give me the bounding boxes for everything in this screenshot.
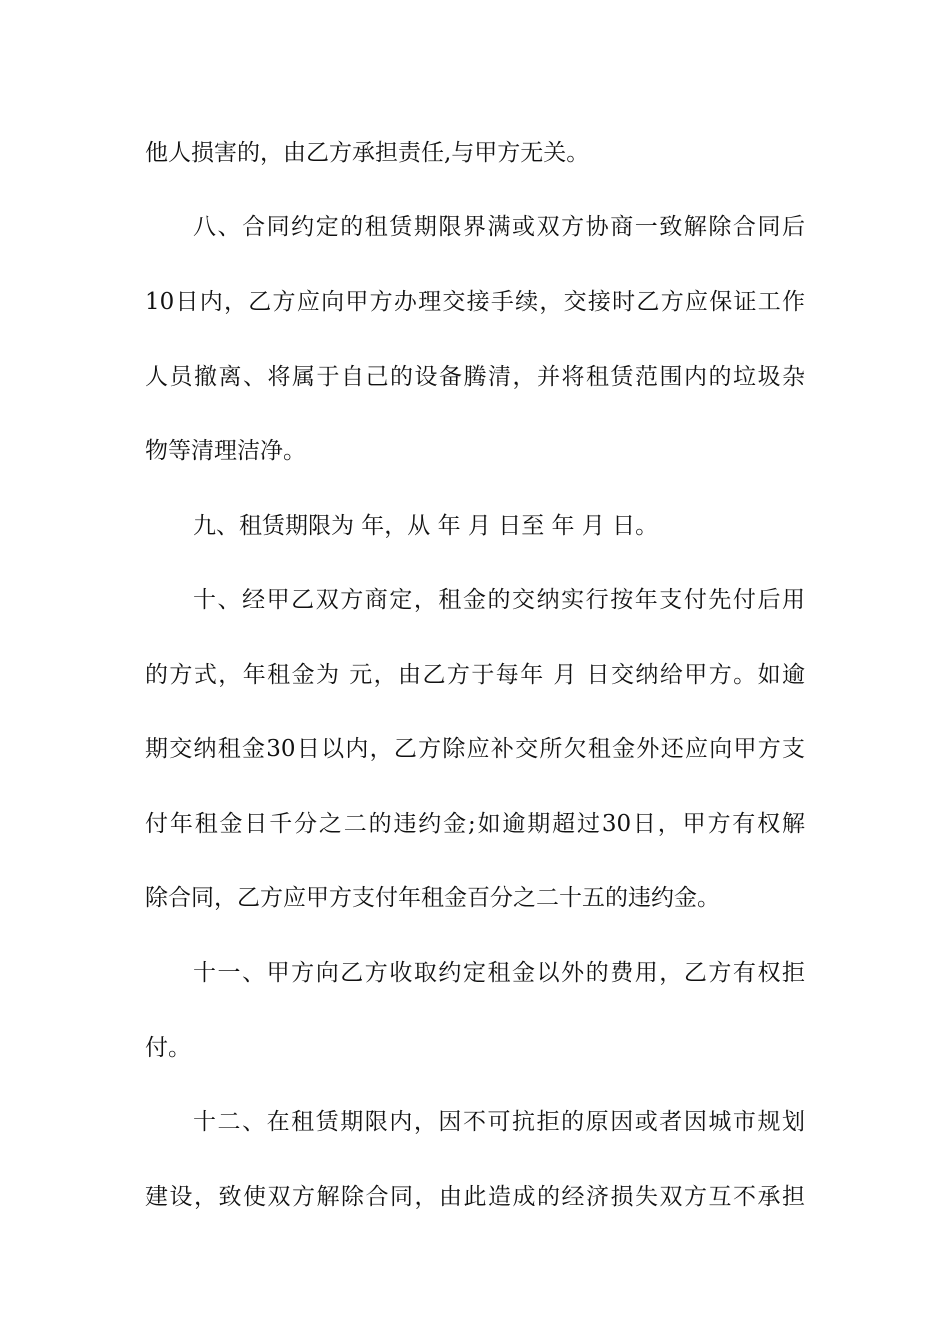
text-line-content: 的方式，年租金为 元，由乙方于每年 月 日交纳给甲方。如逾 bbox=[145, 662, 805, 688]
text-line bbox=[0, 580, 950, 620]
text-line-content: 物等清理洁净。 bbox=[145, 438, 306, 464]
text-line bbox=[0, 207, 950, 247]
text-line bbox=[0, 878, 950, 918]
text-line-content: 付年租金日千分之二的违约金;如逾期超过30日，甲方有权解 bbox=[145, 811, 805, 837]
text-line-content: 十一、甲方向乙方收取约定租金以外的费用，乙方有权拒 bbox=[193, 960, 805, 986]
text-line bbox=[0, 804, 950, 844]
text-line-content: 建设，致使双方解除合同，由此造成的经济损失双方互不承担 bbox=[145, 1184, 805, 1210]
text-line bbox=[0, 953, 950, 993]
text-line-content: 十二、在租赁期限内，因不可抗拒的原因或者因城市规划 bbox=[193, 1109, 805, 1135]
text-line-content: 十、经甲乙双方商定，租金的交纳实行按年支付先付后用 bbox=[193, 587, 805, 613]
text-line bbox=[0, 282, 950, 322]
text-line bbox=[0, 133, 950, 173]
text-line bbox=[0, 506, 950, 546]
text-line-content: 10日内，乙方应向甲方办理交接手续，交接时乙方应保证工作 bbox=[145, 289, 805, 315]
text-line-content: 期交纳租金30日以内，乙方除应补交所欠租金外还应向甲方支 bbox=[145, 736, 805, 762]
text-line-content: 付。 bbox=[145, 1035, 191, 1061]
text-line-content: 八、合同约定的租赁期限界满或双方协商一致解除合同后 bbox=[193, 214, 805, 240]
text-line bbox=[0, 1177, 950, 1217]
text-line bbox=[0, 357, 950, 397]
text-line-content: 九、租赁期限为 年，从 年 月 日至 年 月 日。 bbox=[193, 513, 659, 539]
text-line bbox=[0, 1028, 950, 1068]
text-line-content: 人员撤离、将属于自己的设备腾清，并将租赁范围内的垃圾杂 bbox=[145, 364, 805, 390]
text-line bbox=[0, 655, 950, 695]
text-line bbox=[0, 431, 950, 471]
text-line bbox=[0, 729, 950, 769]
text-line-content: 他人损害的，由乙方承担责任,与甲方无关。 bbox=[145, 140, 590, 166]
text-line bbox=[0, 1102, 950, 1142]
text-line-content: 除合同，乙方应甲方支付年租金百分之二十五的违约金。 bbox=[145, 885, 720, 911]
